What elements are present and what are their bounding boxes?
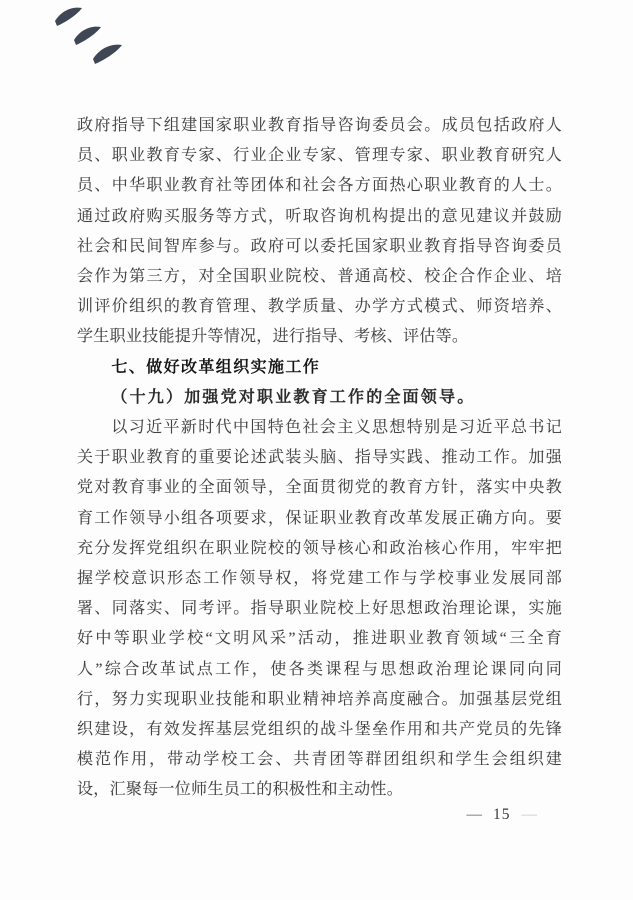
body-text-line: 员、中华职业教育社等团体和社会各方面热心职业教育的人士。 [77,177,563,195]
body-text-line: 通过政府购买服务等方式，听取咨询机构提出的意见建议并鼓励 [77,207,563,225]
body-text-line: 政府指导下组建国家职业教育指导咨询委员会。成员包括政府人 [77,117,563,134]
body-text-line: 社会和民间智库参与。政府可以委托国家职业教育指导咨询委员 [77,237,563,255]
body-text-line: 署、同落实、同考评。指导职业院校上好思想政治理论课，实施 [77,600,563,618]
body-text-line: 党对教育事业的全面领导，全面贯彻党的教育方针，落实中央教 [77,479,563,497]
subsection-heading: （十九）加强党对职业教育工作的全面领导。 [111,388,476,406]
body-text-line: 会作为第三方，对全国职业院校、普通高校、校企合作企业、培 [77,268,563,286]
document-body [77,111,563,806]
page-number-footer [467,806,538,824]
body-text-line: 设，汇聚每一位师生员工的积极性和主动性。 [77,781,404,799]
body-text-line: 模范作用，带动学校工会、共青团等群团组织和学生会组织建 [77,751,563,769]
body-text-line: 行，努力实现职业技能和职业精神培养高度融合。加强基层党组 [77,690,563,708]
body-text-line: 育工作领导小组各项要求，保证职业教育改革发展正确方向。要 [77,509,563,527]
section-heading: 七、做好改革组织实施工作 [111,358,321,376]
body-text-line: 训评价组织的教育管理、教学质量、办学方式模式、师资培养、 [77,298,563,316]
page-number: 15 [493,806,511,823]
body-text-line: 员、职业教育专家、行业企业专家、管理专家、职业教育研究人 [77,147,563,165]
body-text-line: 关于职业教育的重要论述武装头脑、指导实践、推动工作。加强 [77,449,563,467]
body-text-line: 好中等职业学校“文明风采”活动，推进职业教育领域“三全育 [77,630,563,648]
body-text-line: 以习近平新时代中国特色社会主义思想特别是习近平总书记 [111,419,563,437]
body-text-line: 人”综合改革试点工作，使各类课程与思想政治理论课同向同 [77,660,563,678]
scan-artifact-marks [52,5,144,73]
body-text-line: 织建设，有效发挥基层党组织的战斗堡垒作用和共产党员的先锋 [77,721,563,739]
body-text-line: 学生职业技能提升等情况，进行指导、考核、评估等。 [77,328,469,346]
footer-dash-right: — [521,806,537,823]
footer-dash-left: — [466,806,482,823]
body-text-line: 握学校意识形态工作领导权，将党建工作与学校事业发展同部 [77,570,563,588]
body-text-line: 充分发挥党组织在职业院校的领导核心和政治核心作用，牢牢把 [77,539,563,557]
